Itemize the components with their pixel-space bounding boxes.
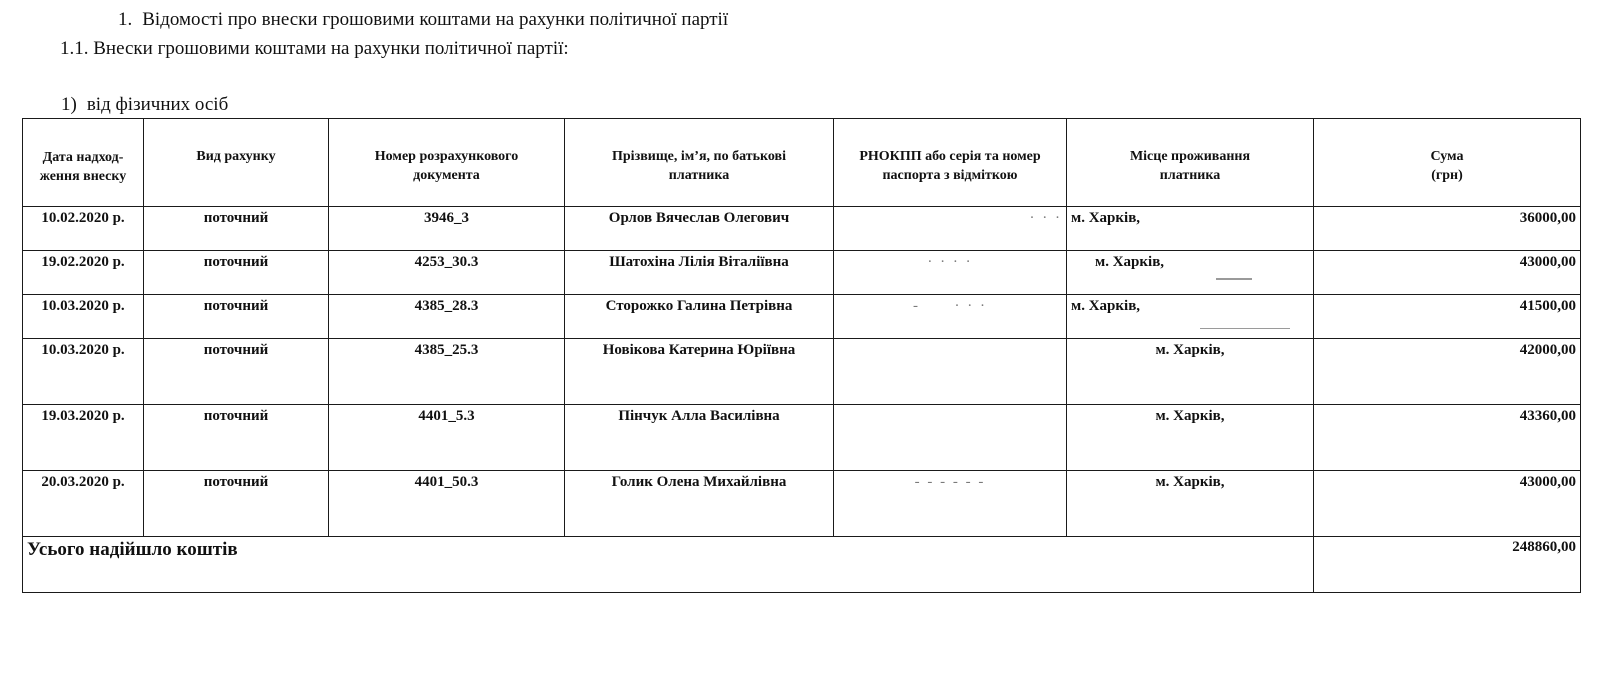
table-row xyxy=(23,295,1581,339)
subsection-title: 1.1. Внески грошовими коштами на рахунки політичної партії: xyxy=(60,38,569,59)
header-amount: Сума (грн) xyxy=(1314,119,1581,207)
header-residence: Місце проживання платника xyxy=(1067,119,1314,207)
cell-document-number: 4401_5.3 xyxy=(329,405,565,471)
section-number: 1. xyxy=(118,9,133,30)
cell-document-number: 4385_28.3 xyxy=(329,295,565,339)
scan-smudge xyxy=(1216,278,1252,280)
cell-amount: 41500,00 xyxy=(1314,295,1581,339)
redaction-mark: · · · · xyxy=(927,254,973,270)
redaction-mark: - - - - - - xyxy=(914,474,986,490)
cell-tax-id xyxy=(834,405,1067,471)
cell-payer-name: Сторожко Галина Петрівна xyxy=(565,295,834,339)
cell-account-type: поточний xyxy=(144,295,329,339)
cell-residence: м. Харків, xyxy=(1067,405,1314,471)
section-title xyxy=(118,9,728,31)
cell-residence: м. Харків, xyxy=(1067,339,1314,405)
table-row xyxy=(23,251,1581,295)
cell-residence: м. Харків, xyxy=(1067,207,1314,251)
cell-account-type: поточний xyxy=(144,207,329,251)
redaction-mark: · · · xyxy=(1029,210,1062,226)
header-document-number: Номер розрахункового документа xyxy=(329,119,565,207)
cell-amount: 42000,00 xyxy=(1314,339,1581,405)
cell-date: 19.02.2020 р. xyxy=(23,251,144,295)
header-tax-id: РНОКПП або серія та номер паспорта з відміткою xyxy=(834,119,1067,207)
cell-amount: 43000,00 xyxy=(1314,251,1581,295)
cell-tax-id xyxy=(834,339,1067,405)
cell-document-number: 4401_50.3 xyxy=(329,471,565,537)
cell-tax-id xyxy=(834,471,1067,537)
table-row xyxy=(23,207,1581,251)
header-date: Дата надход-ження внеску xyxy=(23,119,144,207)
cell-date: 20.03.2020 р. xyxy=(23,471,144,537)
cell-payer-name: Голик Олена Михайлівна xyxy=(565,471,834,537)
cell-payer-name: Новікова Катерина Юріївна xyxy=(565,339,834,405)
contributions-table xyxy=(22,118,1581,593)
cell-document-number: 4253_30.3 xyxy=(329,251,565,295)
table-row xyxy=(23,471,1581,537)
header-account-type: Вид рахунку xyxy=(144,119,329,207)
total-row xyxy=(23,537,1581,593)
header-payer-name: Прізвище, ім’я, по батькові платника xyxy=(565,119,834,207)
table-row xyxy=(23,339,1581,405)
cell-residence: м. Харків, xyxy=(1067,295,1314,339)
cell-payer-name: Шатохіна Лілія Віталіївна xyxy=(565,251,834,295)
total-label: Усього надійшло коштів xyxy=(23,537,1314,593)
cell-date: 19.03.2020 р. xyxy=(23,405,144,471)
cell-document-number: 4385_25.3 xyxy=(329,339,565,405)
cell-amount: 36000,00 xyxy=(1314,207,1581,251)
group-title-text: від фізичних осіб xyxy=(86,94,229,115)
section-title-text: Відомості про внески грошовими коштами на рахунки політичної партії xyxy=(142,9,729,30)
cell-account-type: поточний xyxy=(144,339,329,405)
group-title xyxy=(61,94,228,116)
cell-tax-id xyxy=(834,295,1067,339)
cell-date: 10.02.2020 р. xyxy=(23,207,144,251)
cell-payer-name: Пінчук Алла Василівна xyxy=(565,405,834,471)
cell-account-type: поточний xyxy=(144,251,329,295)
cell-residence: м. Харків, xyxy=(1067,471,1314,537)
cell-amount: 43360,00 xyxy=(1314,405,1581,471)
table-row xyxy=(23,405,1581,471)
cell-date: 10.03.2020 р. xyxy=(23,339,144,405)
group-number: 1) xyxy=(61,94,77,115)
cell-tax-id xyxy=(834,251,1067,295)
redaction-mark: - · · · xyxy=(913,298,987,314)
scan-smudge xyxy=(1200,328,1290,329)
cell-account-type: поточний xyxy=(144,471,329,537)
cell-date: 10.03.2020 р. xyxy=(23,295,144,339)
table-header-row xyxy=(23,119,1581,207)
cell-account-type: поточний xyxy=(144,405,329,471)
cell-tax-id xyxy=(834,207,1067,251)
cell-residence: м. Харків, xyxy=(1067,251,1314,295)
total-amount: 248860,00 xyxy=(1314,537,1581,593)
cell-document-number: 3946_3 xyxy=(329,207,565,251)
cell-payer-name: Орлов Вячеслав Олегович xyxy=(565,207,834,251)
cell-amount: 43000,00 xyxy=(1314,471,1581,537)
